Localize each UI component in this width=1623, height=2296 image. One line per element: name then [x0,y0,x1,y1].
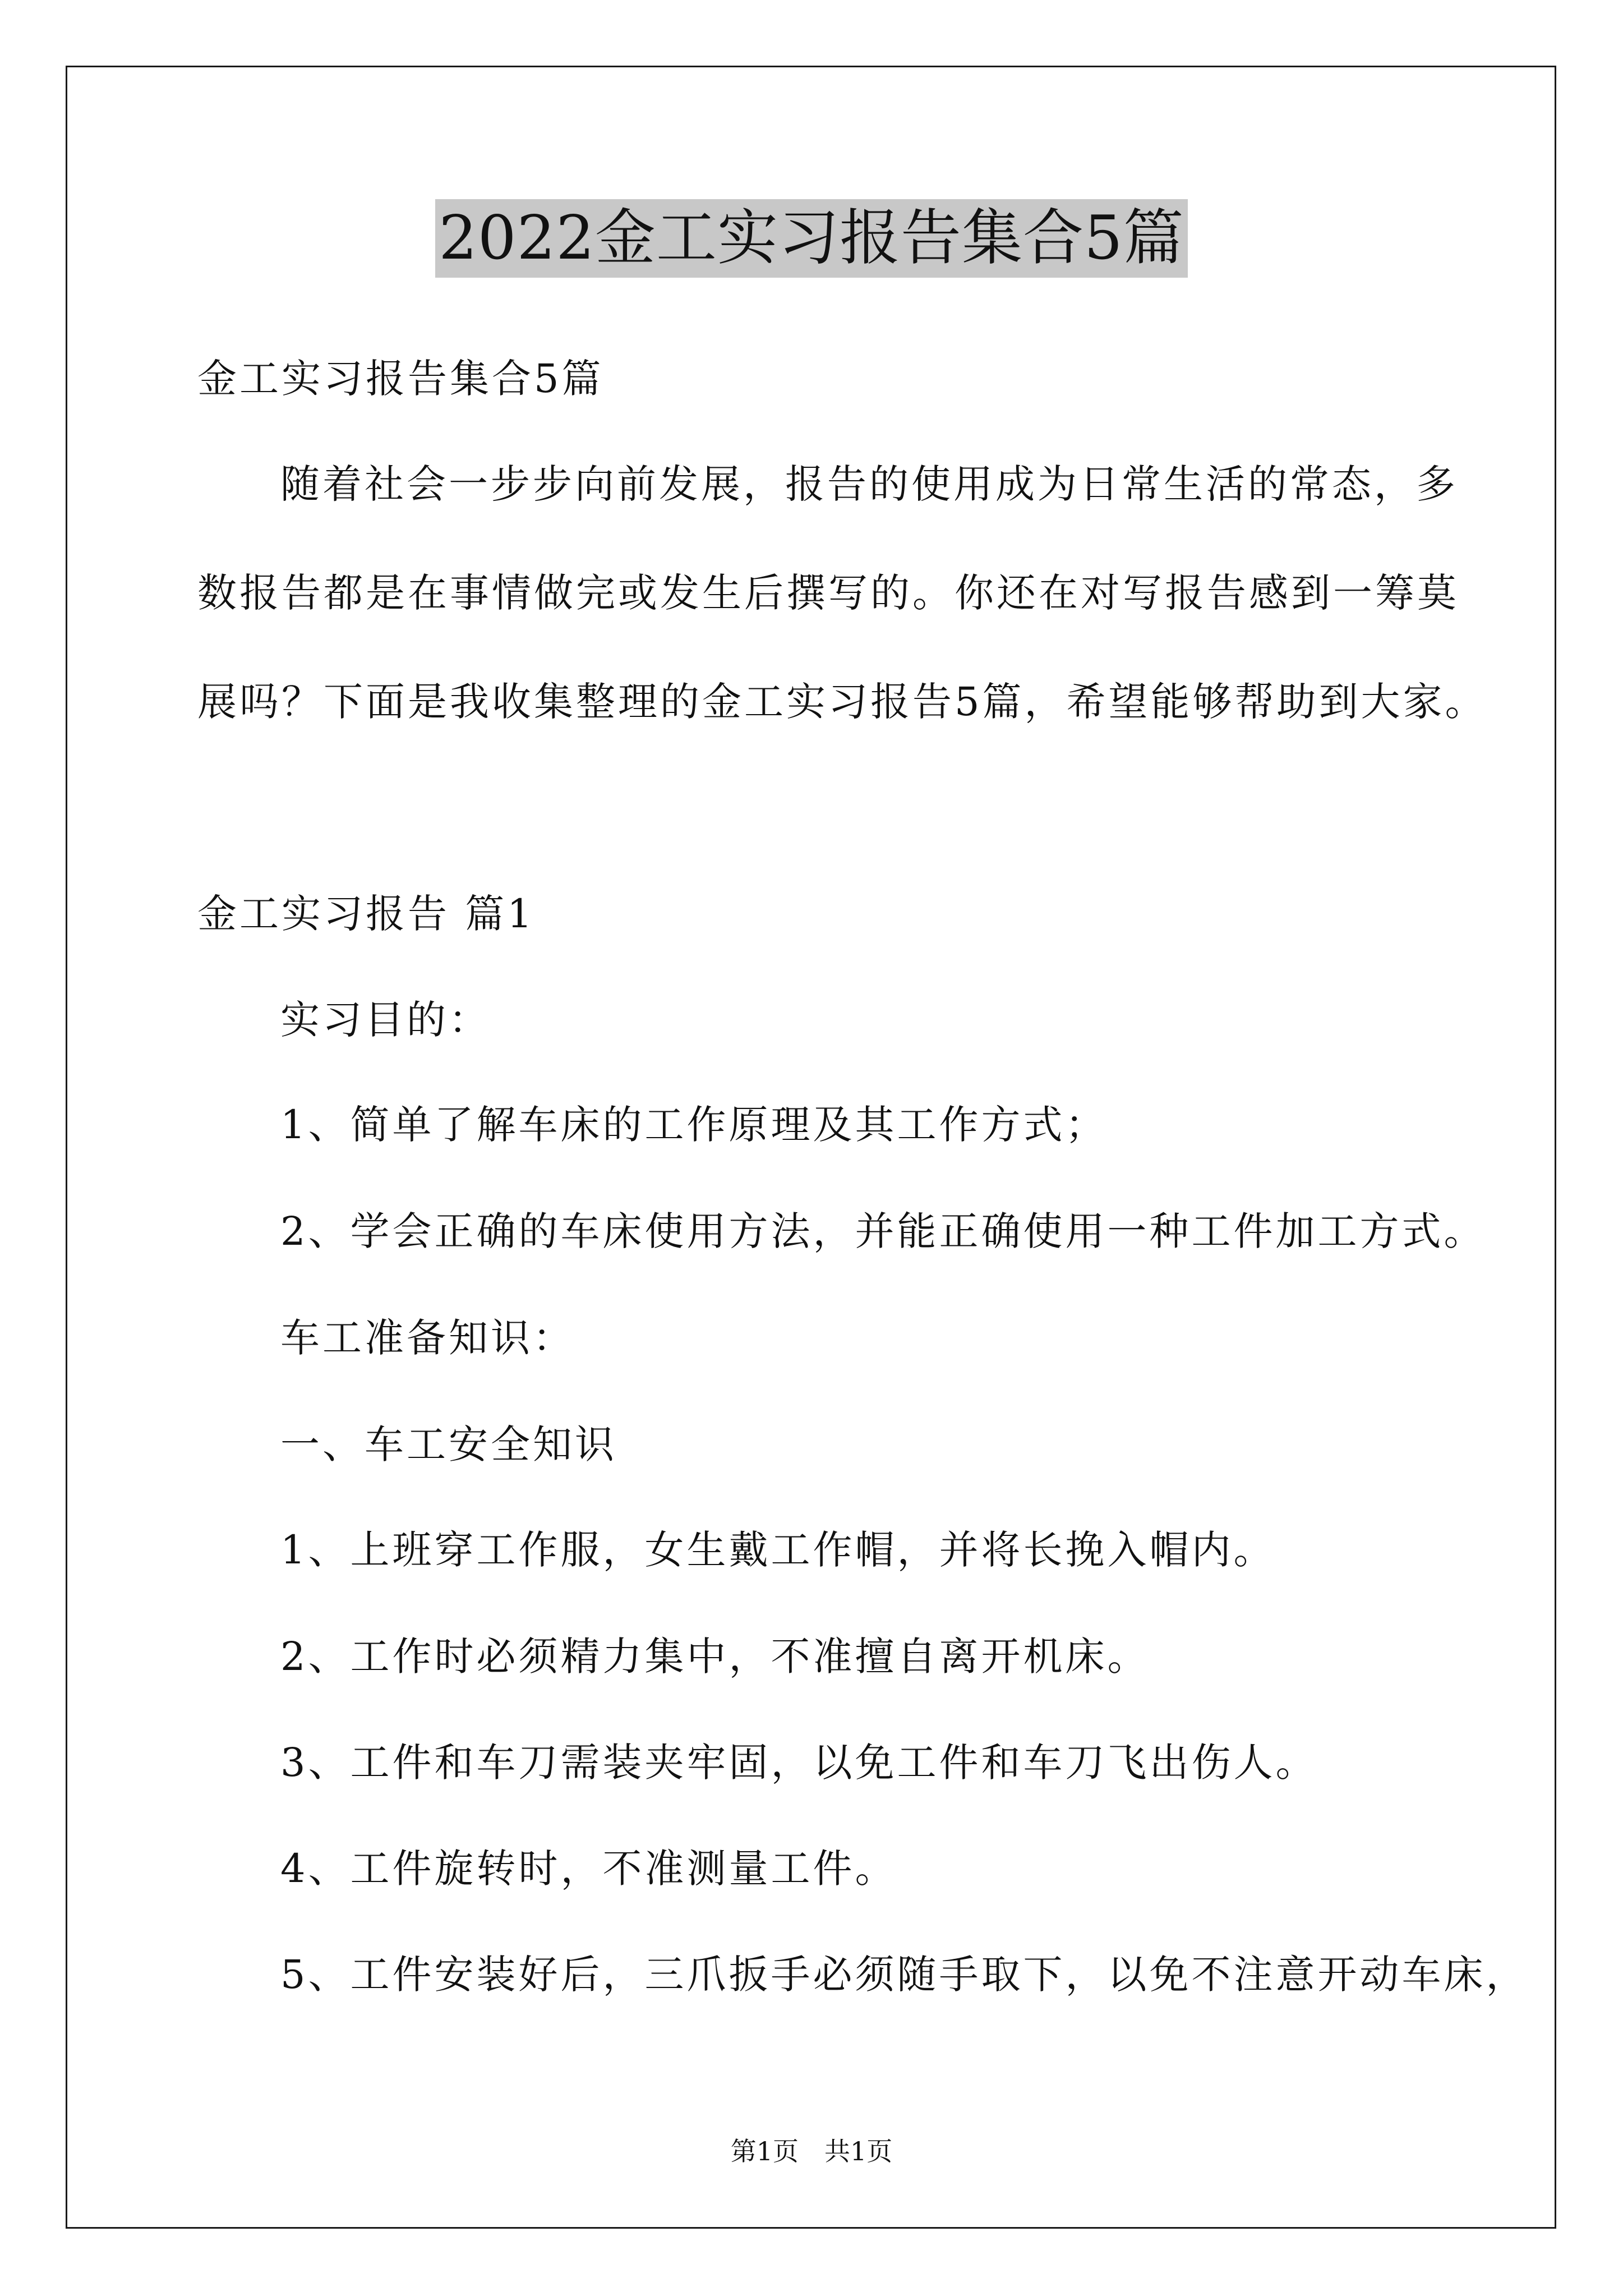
body-line: 车工准备知识： [280,1315,575,1361]
intro-line: 展吗？下面是我收集整理的金工实习报告5篇，希望能够帮助到大家。 [197,679,1487,725]
page-footer: 第1页 共1页 [730,2136,893,2166]
intro-line: 随着社会一步步向前发展，报告的使用成为日常生活的常态，多 [280,461,1458,507]
document-subtitle: 金工实习报告集合5篇 [197,356,604,402]
document-title-text: 2022金工实习报告集合5篇 [435,199,1188,278]
body-line: 5、工件安装好后，三爪扳手必须随手取下，以免不注意开动车床， [280,1952,1528,1998]
body-line: 1、上班穿工作服，女生戴工作帽，并将长挽入帽内。 [280,1527,1276,1573]
body-line: 2、工作时必须精力集中，不准擅自离开机床。 [280,1634,1150,1680]
body-line: 3、工件和车刀需装夹牢固，以免工件和车刀飞出伤人。 [280,1740,1318,1786]
intro-line: 数报告都是在事情做完或发生后撰写的。你还在对写报告感到一筹莫 [197,570,1459,616]
body-line: 4、工件旋转时，不准测量工件。 [280,1846,897,1892]
body-line: 实习目的： [280,997,491,1043]
body-line: 一、车工安全知识 [280,1421,617,1467]
body-line: 1、简单了解车床的工作原理及其工作方式； [280,1102,1108,1148]
section-heading: 金工实习报告 篇1 [197,891,535,937]
body-line: 2、学会正确的车床使用方法，并能正确使用一种工件加工方式。 [280,1208,1486,1254]
document-title [0,199,1623,278]
